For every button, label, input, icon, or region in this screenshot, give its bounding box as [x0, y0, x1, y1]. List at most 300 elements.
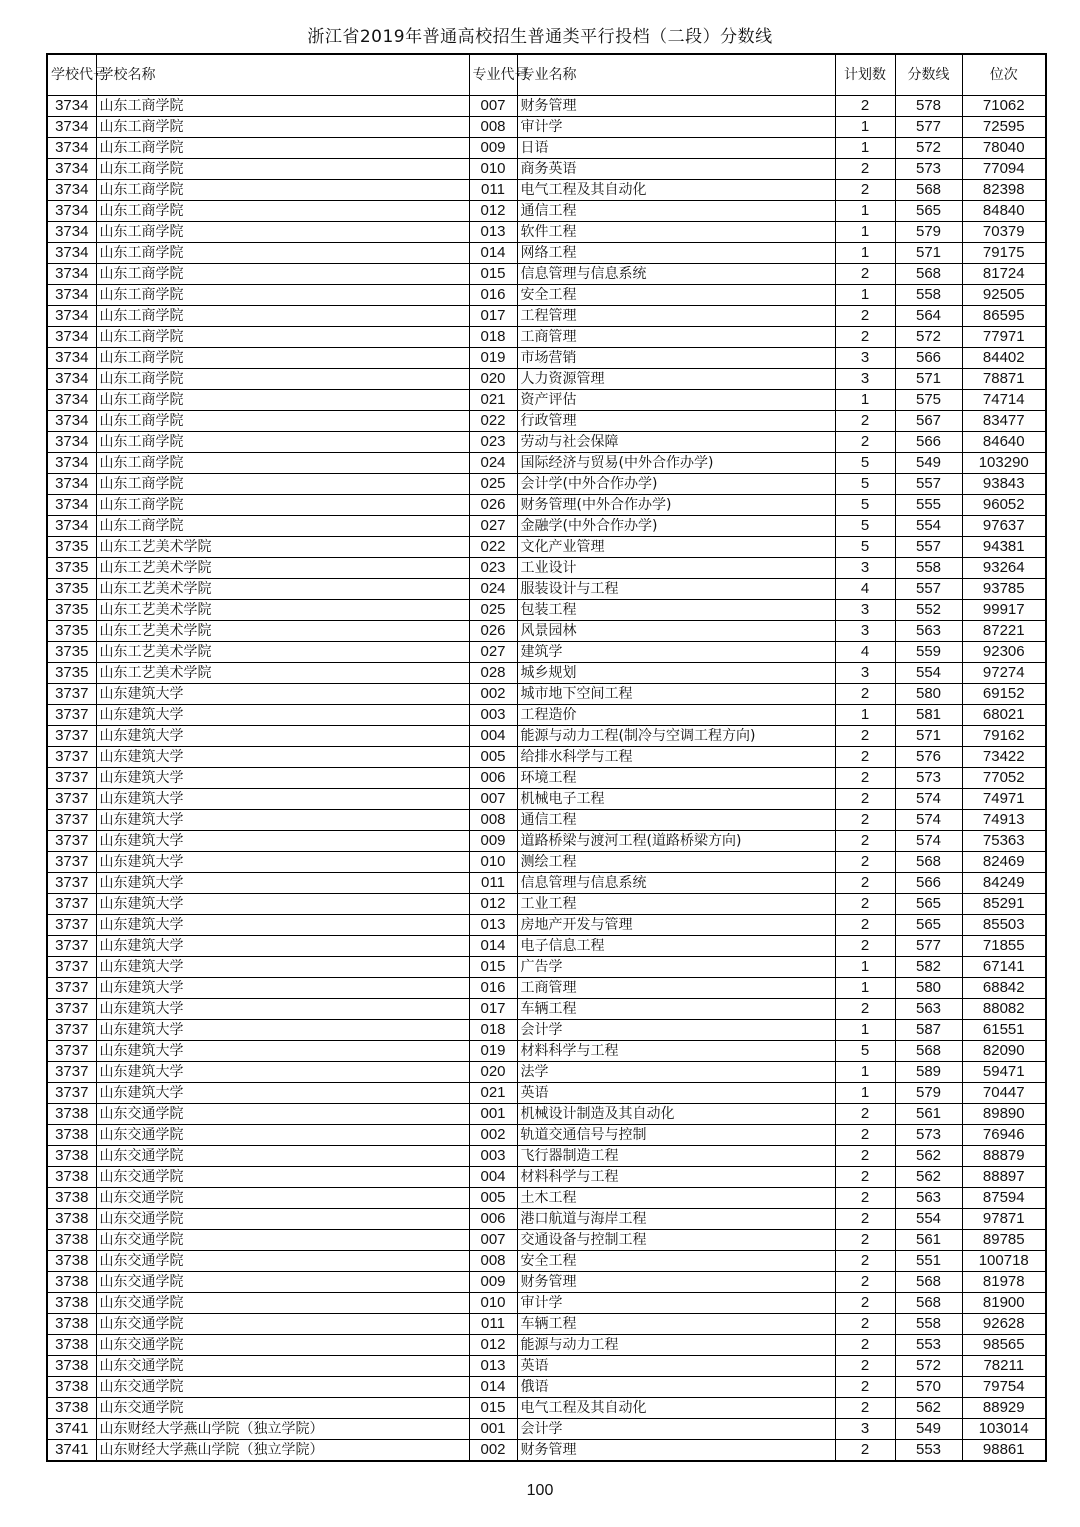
major-name-cell: 财务管理(中外合作办学) — [517, 495, 835, 516]
table-row — [47, 495, 1046, 516]
plan-cell: 5 — [835, 537, 895, 558]
major-code-cell: 021 — [469, 390, 517, 411]
major-name-cell: 材料科学与工程 — [517, 1167, 835, 1188]
table-row — [47, 663, 1046, 684]
rank-cell: 94381 — [962, 537, 1046, 558]
rank-cell: 84402 — [962, 348, 1046, 369]
plan-cell: 4 — [835, 642, 895, 663]
school-name-cell: 山东工商学院 — [96, 306, 469, 327]
major-name-cell: 工商管理 — [517, 978, 835, 999]
school-name-cell: 山东交通学院 — [96, 1335, 469, 1356]
major-code-cell: 010 — [469, 1293, 517, 1314]
major-code-cell: 015 — [469, 1398, 517, 1419]
major-code-cell: 019 — [469, 348, 517, 369]
school-code-cell: 3735 — [47, 621, 96, 642]
rank-cell: 93843 — [962, 474, 1046, 495]
school-code-cell: 3738 — [47, 1293, 96, 1314]
score-cell: 568 — [895, 180, 962, 201]
school-code-cell: 3737 — [47, 768, 96, 789]
school-name-cell: 山东建筑大学 — [96, 1062, 469, 1083]
school-code-cell: 3734 — [47, 222, 96, 243]
major-code-cell: 018 — [469, 327, 517, 348]
header-major-name: 专业名称 — [517, 54, 835, 96]
rank-cell: 79175 — [962, 243, 1046, 264]
table-row — [47, 768, 1046, 789]
major-name-cell: 通信工程 — [517, 810, 835, 831]
score-cell: 567 — [895, 411, 962, 432]
major-name-cell: 电气工程及其自动化 — [517, 1398, 835, 1419]
major-name-cell: 英语 — [517, 1083, 835, 1104]
plan-cell: 2 — [835, 873, 895, 894]
score-cell: 564 — [895, 306, 962, 327]
major-name-cell: 英语 — [517, 1356, 835, 1377]
plan-cell: 2 — [835, 411, 895, 432]
major-name-cell: 商务英语 — [517, 159, 835, 180]
school-name-cell: 山东交通学院 — [96, 1146, 469, 1167]
plan-cell: 2 — [835, 789, 895, 810]
school-name-cell: 山东建筑大学 — [96, 873, 469, 894]
school-name-cell: 山东交通学院 — [96, 1293, 469, 1314]
school-code-cell: 3734 — [47, 159, 96, 180]
score-cell: 565 — [895, 894, 962, 915]
table-row — [47, 432, 1046, 453]
major-code-cell: 013 — [469, 1356, 517, 1377]
table-row — [47, 516, 1046, 537]
score-cell: 557 — [895, 579, 962, 600]
major-code-cell: 012 — [469, 201, 517, 222]
table-row — [47, 1377, 1046, 1398]
major-code-cell: 023 — [469, 558, 517, 579]
plan-cell: 2 — [835, 810, 895, 831]
header-school-name: 学校名称 — [96, 54, 469, 96]
school-name-cell: 山东交通学院 — [96, 1188, 469, 1209]
rank-cell: 81724 — [962, 264, 1046, 285]
rank-cell: 97871 — [962, 1209, 1046, 1230]
major-code-cell: 012 — [469, 894, 517, 915]
major-name-cell: 财务管理 — [517, 1440, 835, 1462]
score-cell: 558 — [895, 558, 962, 579]
plan-cell: 2 — [835, 1398, 895, 1419]
major-code-cell: 008 — [469, 1251, 517, 1272]
rank-cell: 81978 — [962, 1272, 1046, 1293]
score-cell: 579 — [895, 1083, 962, 1104]
school-name-cell: 山东建筑大学 — [96, 810, 469, 831]
plan-cell: 5 — [835, 453, 895, 474]
score-cell: 563 — [895, 999, 962, 1020]
rank-cell: 82469 — [962, 852, 1046, 873]
score-cell: 566 — [895, 873, 962, 894]
school-code-cell: 3738 — [47, 1188, 96, 1209]
school-code-cell: 3734 — [47, 96, 96, 117]
score-cell: 554 — [895, 516, 962, 537]
major-code-cell: 015 — [469, 264, 517, 285]
rank-cell: 74971 — [962, 789, 1046, 810]
school-code-cell: 3741 — [47, 1440, 96, 1462]
score-cell: 568 — [895, 1041, 962, 1062]
major-name-cell: 土木工程 — [517, 1188, 835, 1209]
score-cell: 573 — [895, 159, 962, 180]
major-code-cell: 011 — [469, 180, 517, 201]
major-name-cell: 交通设备与控制工程 — [517, 1230, 835, 1251]
major-code-cell: 005 — [469, 1188, 517, 1209]
major-code-cell: 013 — [469, 222, 517, 243]
school-name-cell: 山东财经大学燕山学院（独立学院） — [96, 1419, 469, 1440]
major-name-cell: 财务管理 — [517, 1272, 835, 1293]
major-name-cell: 金融学(中外合作办学) — [517, 516, 835, 537]
score-cell: 587 — [895, 1020, 962, 1041]
major-name-cell: 能源与动力工程(制冷与空调工程方向) — [517, 726, 835, 747]
plan-cell: 2 — [835, 327, 895, 348]
score-cell: 559 — [895, 642, 962, 663]
school-code-cell: 3737 — [47, 894, 96, 915]
rank-cell: 85291 — [962, 894, 1046, 915]
major-code-cell: 001 — [469, 1104, 517, 1125]
table-row — [47, 390, 1046, 411]
plan-cell: 2 — [835, 831, 895, 852]
major-name-cell: 会计学(中外合作办学) — [517, 474, 835, 495]
table-row — [47, 1188, 1046, 1209]
plan-cell: 2 — [835, 1230, 895, 1251]
score-cell: 574 — [895, 789, 962, 810]
plan-cell: 5 — [835, 516, 895, 537]
score-cell: 589 — [895, 1062, 962, 1083]
school-name-cell: 山东交通学院 — [96, 1272, 469, 1293]
major-name-cell: 财务管理 — [517, 96, 835, 117]
major-code-cell: 008 — [469, 117, 517, 138]
plan-cell: 3 — [835, 369, 895, 390]
score-cell: 558 — [895, 285, 962, 306]
rank-cell: 69152 — [962, 684, 1046, 705]
header-rank: 位次 — [962, 54, 1046, 96]
plan-cell: 3 — [835, 621, 895, 642]
plan-cell: 2 — [835, 1104, 895, 1125]
major-code-cell: 003 — [469, 1146, 517, 1167]
school-name-cell: 山东财经大学燕山学院（独立学院） — [96, 1440, 469, 1462]
plan-cell: 3 — [835, 663, 895, 684]
school-name-cell: 山东工商学院 — [96, 96, 469, 117]
school-code-cell: 3738 — [47, 1125, 96, 1146]
score-cell: 553 — [895, 1440, 962, 1462]
score-cell: 581 — [895, 705, 962, 726]
table-row — [47, 1356, 1046, 1377]
major-name-cell: 会计学 — [517, 1020, 835, 1041]
plan-cell: 5 — [835, 1041, 895, 1062]
school-name-cell: 山东工商学院 — [96, 264, 469, 285]
table-row — [47, 96, 1046, 117]
rank-cell: 98861 — [962, 1440, 1046, 1462]
school-code-cell: 3734 — [47, 117, 96, 138]
plan-cell: 3 — [835, 600, 895, 621]
score-cell: 582 — [895, 957, 962, 978]
score-cell: 554 — [895, 1209, 962, 1230]
major-code-cell: 007 — [469, 789, 517, 810]
school-name-cell: 山东工商学院 — [96, 453, 469, 474]
table-row — [47, 1209, 1046, 1230]
school-name-cell: 山东工商学院 — [96, 243, 469, 264]
rank-cell: 100718 — [962, 1251, 1046, 1272]
header-plan: 计划数 — [835, 54, 895, 96]
major-name-cell: 法学 — [517, 1062, 835, 1083]
table-row — [47, 1104, 1046, 1125]
major-code-cell: 014 — [469, 936, 517, 957]
table-row — [47, 978, 1046, 999]
table-row — [47, 705, 1046, 726]
rank-cell: 59471 — [962, 1062, 1046, 1083]
score-cell: 576 — [895, 747, 962, 768]
table-row — [47, 369, 1046, 390]
plan-cell: 2 — [835, 264, 895, 285]
school-name-cell: 山东工艺美术学院 — [96, 621, 469, 642]
table-row — [47, 411, 1046, 432]
school-code-cell: 3737 — [47, 705, 96, 726]
school-code-cell: 3737 — [47, 1041, 96, 1062]
score-cell: 568 — [895, 1272, 962, 1293]
score-cell: 565 — [895, 201, 962, 222]
plan-cell: 2 — [835, 1377, 895, 1398]
table-row — [47, 1419, 1046, 1440]
rank-cell: 70447 — [962, 1083, 1046, 1104]
major-name-cell: 安全工程 — [517, 1251, 835, 1272]
school-code-cell: 3741 — [47, 1419, 96, 1440]
school-code-cell: 3734 — [47, 390, 96, 411]
header-score: 分数线 — [895, 54, 962, 96]
major-name-cell: 城市地下空间工程 — [517, 684, 835, 705]
school-code-cell: 3735 — [47, 600, 96, 621]
school-name-cell: 山东交通学院 — [96, 1209, 469, 1230]
rank-cell: 68021 — [962, 705, 1046, 726]
major-code-cell: 028 — [469, 663, 517, 684]
rank-cell: 88879 — [962, 1146, 1046, 1167]
major-name-cell: 机械电子工程 — [517, 789, 835, 810]
score-cell: 563 — [895, 1188, 962, 1209]
major-name-cell: 风景园林 — [517, 621, 835, 642]
rank-cell: 84640 — [962, 432, 1046, 453]
table-row — [47, 1398, 1046, 1419]
score-cell: 554 — [895, 663, 962, 684]
plan-cell: 2 — [835, 1335, 895, 1356]
school-code-cell: 3734 — [47, 285, 96, 306]
school-name-cell: 山东建筑大学 — [96, 978, 469, 999]
score-cell: 561 — [895, 1104, 962, 1125]
rank-cell: 97637 — [962, 516, 1046, 537]
major-code-cell: 027 — [469, 642, 517, 663]
page-title: 浙江省2019年普通高校招生普通类平行投档（二段）分数线 — [307, 27, 773, 47]
major-code-cell: 022 — [469, 537, 517, 558]
plan-cell: 1 — [835, 138, 895, 159]
rank-cell: 82090 — [962, 1041, 1046, 1062]
major-name-cell: 给排水科学与工程 — [517, 747, 835, 768]
school-name-cell: 山东工艺美术学院 — [96, 663, 469, 684]
major-code-cell: 024 — [469, 579, 517, 600]
score-cell: 562 — [895, 1146, 962, 1167]
major-code-cell: 004 — [469, 726, 517, 747]
major-code-cell: 023 — [469, 432, 517, 453]
table-row — [47, 243, 1046, 264]
plan-cell: 2 — [835, 180, 895, 201]
plan-cell: 5 — [835, 495, 895, 516]
rank-cell: 88929 — [962, 1398, 1046, 1419]
school-name-cell: 山东建筑大学 — [96, 999, 469, 1020]
plan-cell: 2 — [835, 747, 895, 768]
major-code-cell: 004 — [469, 1167, 517, 1188]
school-name-cell: 山东交通学院 — [96, 1314, 469, 1335]
rank-cell: 82398 — [962, 180, 1046, 201]
school-name-cell: 山东工商学院 — [96, 138, 469, 159]
table-row — [47, 621, 1046, 642]
major-code-cell: 010 — [469, 159, 517, 180]
school-name-cell: 山东工艺美术学院 — [96, 642, 469, 663]
table-row — [47, 936, 1046, 957]
plan-cell: 2 — [835, 1293, 895, 1314]
rank-cell: 93264 — [962, 558, 1046, 579]
school-name-cell: 山东建筑大学 — [96, 936, 469, 957]
major-code-cell: 014 — [469, 243, 517, 264]
table-row — [47, 1146, 1046, 1167]
school-name-cell: 山东工艺美术学院 — [96, 558, 469, 579]
table-row — [47, 1314, 1046, 1335]
rank-cell: 85503 — [962, 915, 1046, 936]
school-code-cell: 3734 — [47, 516, 96, 537]
table-row — [47, 453, 1046, 474]
plan-cell: 1 — [835, 1083, 895, 1104]
major-name-cell: 市场营销 — [517, 348, 835, 369]
score-cell: 558 — [895, 1314, 962, 1335]
table-row — [47, 117, 1046, 138]
score-cell: 562 — [895, 1398, 962, 1419]
score-cell: 551 — [895, 1251, 962, 1272]
major-name-cell: 行政管理 — [517, 411, 835, 432]
school-name-cell: 山东工艺美术学院 — [96, 600, 469, 621]
school-name-cell: 山东交通学院 — [96, 1251, 469, 1272]
table-row — [47, 264, 1046, 285]
major-code-cell: 021 — [469, 1083, 517, 1104]
table-row — [47, 285, 1046, 306]
table-row — [47, 726, 1046, 747]
major-name-cell: 劳动与社会保障 — [517, 432, 835, 453]
school-name-cell: 山东建筑大学 — [96, 684, 469, 705]
plan-cell: 2 — [835, 1272, 895, 1293]
major-name-cell: 信息管理与信息系统 — [517, 264, 835, 285]
plan-cell: 4 — [835, 579, 895, 600]
table-row — [47, 306, 1046, 327]
table-row — [47, 1272, 1046, 1293]
major-code-cell: 009 — [469, 1272, 517, 1293]
rank-cell: 79162 — [962, 726, 1046, 747]
plan-cell: 2 — [835, 915, 895, 936]
rank-cell: 79754 — [962, 1377, 1046, 1398]
table-row — [47, 684, 1046, 705]
major-name-cell: 工程造价 — [517, 705, 835, 726]
school-name-cell: 山东建筑大学 — [96, 705, 469, 726]
plan-cell: 3 — [835, 558, 895, 579]
major-name-cell: 电子信息工程 — [517, 936, 835, 957]
table-row — [47, 474, 1046, 495]
major-code-cell: 022 — [469, 411, 517, 432]
plan-cell: 1 — [835, 222, 895, 243]
school-code-cell: 3737 — [47, 999, 96, 1020]
major-name-cell: 能源与动力工程 — [517, 1335, 835, 1356]
score-cell: 549 — [895, 453, 962, 474]
table-row — [47, 327, 1046, 348]
major-name-cell: 电气工程及其自动化 — [517, 180, 835, 201]
major-name-cell: 审计学 — [517, 1293, 835, 1314]
score-cell: 565 — [895, 915, 962, 936]
school-code-cell: 3734 — [47, 474, 96, 495]
school-code-cell: 3734 — [47, 243, 96, 264]
school-code-cell: 3734 — [47, 138, 96, 159]
major-code-cell: 012 — [469, 1335, 517, 1356]
plan-cell: 1 — [835, 243, 895, 264]
rank-cell: 92306 — [962, 642, 1046, 663]
rank-cell: 68842 — [962, 978, 1046, 999]
plan-cell: 1 — [835, 285, 895, 306]
table-row — [47, 579, 1046, 600]
plan-cell: 2 — [835, 1440, 895, 1462]
table-row — [47, 600, 1046, 621]
school-code-cell: 3738 — [47, 1314, 96, 1335]
header-school-code: 学校代号 — [47, 54, 96, 96]
school-name-cell: 山东建筑大学 — [96, 831, 469, 852]
school-name-cell: 山东建筑大学 — [96, 957, 469, 978]
table-row — [47, 1125, 1046, 1146]
school-name-cell: 山东交通学院 — [96, 1167, 469, 1188]
score-cell: 579 — [895, 222, 962, 243]
plan-cell: 1 — [835, 1020, 895, 1041]
rank-cell: 86595 — [962, 306, 1046, 327]
major-code-cell: 019 — [469, 1041, 517, 1062]
major-name-cell: 通信工程 — [517, 201, 835, 222]
table-row — [47, 789, 1046, 810]
table-row — [47, 831, 1046, 852]
school-code-cell: 3737 — [47, 747, 96, 768]
major-name-cell: 车辆工程 — [517, 1314, 835, 1335]
plan-cell: 1 — [835, 978, 895, 999]
score-cell: 566 — [895, 348, 962, 369]
table-row — [47, 138, 1046, 159]
school-code-cell: 3738 — [47, 1167, 96, 1188]
rank-cell: 75363 — [962, 831, 1046, 852]
major-name-cell: 俄语 — [517, 1377, 835, 1398]
school-code-cell: 3737 — [47, 873, 96, 894]
rank-cell: 77052 — [962, 768, 1046, 789]
score-cell: 575 — [895, 390, 962, 411]
rank-cell: 96052 — [962, 495, 1046, 516]
school-code-cell: 3737 — [47, 936, 96, 957]
rank-cell: 83477 — [962, 411, 1046, 432]
plan-cell: 2 — [835, 726, 895, 747]
school-code-cell: 3738 — [47, 1209, 96, 1230]
school-name-cell: 山东工商学院 — [96, 222, 469, 243]
school-code-cell: 3738 — [47, 1356, 96, 1377]
plan-cell: 1 — [835, 201, 895, 222]
school-code-cell: 3737 — [47, 852, 96, 873]
school-name-cell: 山东建筑大学 — [96, 1020, 469, 1041]
school-name-cell: 山东工艺美术学院 — [96, 537, 469, 558]
major-name-cell: 日语 — [517, 138, 835, 159]
rank-cell: 70379 — [962, 222, 1046, 243]
major-code-cell: 006 — [469, 1209, 517, 1230]
rank-cell: 78871 — [962, 369, 1046, 390]
table-row — [47, 852, 1046, 873]
major-name-cell: 飞行器制造工程 — [517, 1146, 835, 1167]
plan-cell: 3 — [835, 1419, 895, 1440]
school-name-cell: 山东工商学院 — [96, 117, 469, 138]
major-name-cell: 工业设计 — [517, 558, 835, 579]
school-code-cell: 3737 — [47, 1020, 96, 1041]
major-name-cell: 工商管理 — [517, 327, 835, 348]
score-cell: 557 — [895, 474, 962, 495]
score-cell: 577 — [895, 117, 962, 138]
